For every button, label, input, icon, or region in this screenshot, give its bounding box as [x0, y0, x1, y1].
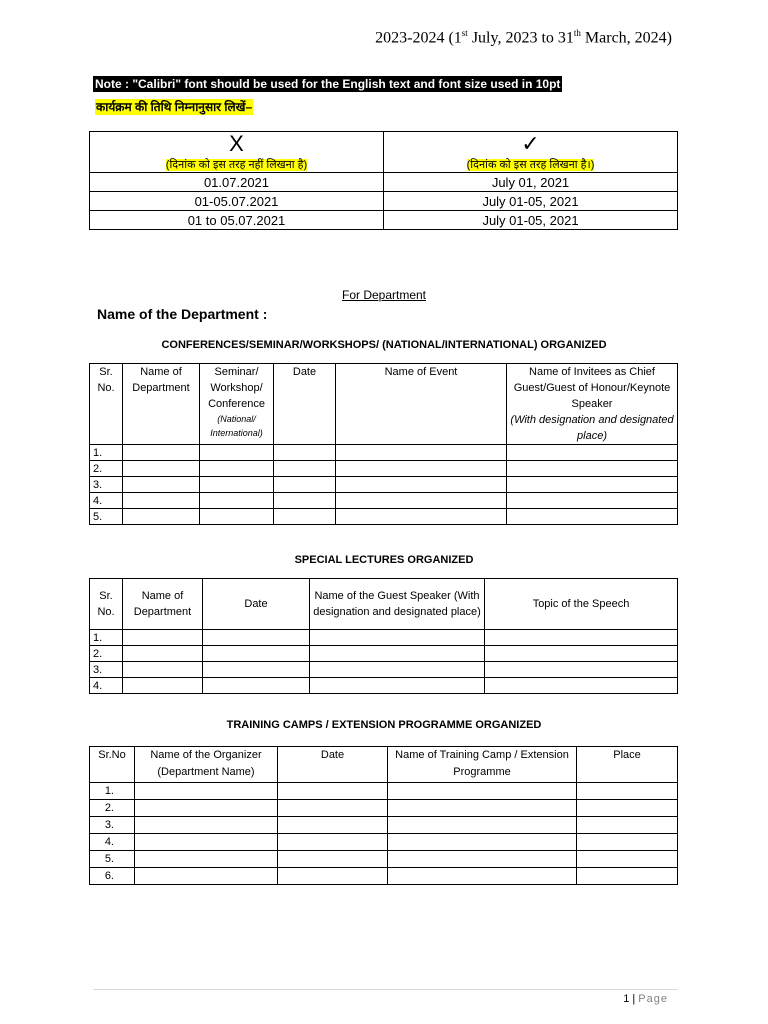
font-note: Note : "Calibri" font should be used for the English text and font size used in 10pt [95, 77, 561, 91]
lectures-title: SPECIAL LECTURES ORGANIZED [294, 554, 474, 566]
cell[interactable] [388, 783, 577, 800]
cell[interactable] [485, 630, 678, 646]
cell[interactable] [123, 461, 200, 477]
cell[interactable] [123, 509, 200, 525]
row-number: 2. [90, 646, 123, 662]
cell[interactable] [388, 817, 577, 834]
col-organizer: Name of the Organizer (Department Name) [135, 747, 278, 783]
table-row [90, 817, 678, 834]
row-number: 1. [90, 783, 135, 800]
table-row [90, 646, 678, 662]
cell[interactable] [310, 630, 485, 646]
cell[interactable] [123, 662, 203, 678]
cell[interactable] [274, 461, 336, 477]
cell[interactable] [203, 678, 310, 694]
cell[interactable] [278, 817, 388, 834]
conferences-title: CONFERENCES/SEMINAR/WORKSHOPS/ (NATIONAL/INTERNATIONAL) ORGANIZED [161, 339, 607, 351]
cell[interactable] [577, 868, 678, 885]
row-number: 6. [90, 868, 135, 885]
check-icon: ✓ [521, 131, 540, 156]
table-row [90, 477, 678, 493]
table-row [90, 493, 678, 509]
cell[interactable] [388, 868, 577, 885]
row-number: 1. [90, 630, 123, 646]
wrong-icon: X [229, 131, 244, 156]
table-row [90, 173, 678, 192]
cell[interactable] [485, 662, 678, 678]
camps-table [89, 746, 678, 885]
cell[interactable] [135, 851, 278, 868]
right-date: July 01, 2021 [384, 173, 678, 192]
cell[interactable] [274, 445, 336, 461]
cell[interactable] [123, 630, 203, 646]
cell[interactable] [507, 445, 678, 461]
row-number: 2. [90, 800, 135, 817]
cell[interactable] [200, 509, 274, 525]
header-text-3: March, 2024) [580, 29, 672, 47]
cell[interactable] [278, 800, 388, 817]
table-row [90, 461, 678, 477]
col-date: Date [278, 747, 388, 783]
for-department-heading: For Department [341, 288, 427, 302]
header-text-1: 2023-2024 (1 [375, 29, 462, 47]
table-row [90, 834, 678, 851]
col-invitees-note: (With designation and designated place) [510, 414, 674, 442]
right-caption: (दिनांक को इस तरह लिखना है।) [466, 159, 595, 171]
cell[interactable] [336, 477, 507, 493]
cell[interactable] [577, 851, 678, 868]
cell[interactable] [200, 493, 274, 509]
cell[interactable] [135, 834, 278, 851]
footer-divider [93, 989, 678, 990]
cell[interactable] [203, 630, 310, 646]
cell[interactable] [203, 646, 310, 662]
cell[interactable] [336, 445, 507, 461]
cell[interactable] [200, 445, 274, 461]
cell[interactable] [577, 834, 678, 851]
cell[interactable] [485, 678, 678, 694]
col-type-label: Seminar/ Workshop/ Conference [208, 366, 265, 410]
col-sr: Sr.No [90, 747, 135, 783]
cell[interactable] [278, 834, 388, 851]
col-date: Date [203, 579, 310, 630]
row-number: 2. [90, 461, 123, 477]
cell[interactable] [507, 493, 678, 509]
table-row [90, 868, 678, 885]
row-number: 1. [90, 445, 123, 461]
cell[interactable] [336, 493, 507, 509]
page-number: 1 [623, 993, 630, 1005]
cell[interactable] [274, 493, 336, 509]
col-date: Date [274, 364, 336, 445]
cell[interactable] [135, 783, 278, 800]
cell[interactable] [135, 800, 278, 817]
cell[interactable] [336, 461, 507, 477]
cell[interactable] [577, 800, 678, 817]
col-speaker: Name of the Guest Speaker (With designation and designated place) [310, 579, 485, 630]
col-camp: Name of Training Camp / Extension Programme [388, 747, 577, 783]
row-number: 5. [90, 851, 135, 868]
col-type-note: (National/ International) [210, 414, 263, 438]
cell[interactable] [274, 509, 336, 525]
cell[interactable] [123, 477, 200, 493]
row-number: 4. [90, 678, 123, 694]
cell[interactable] [507, 477, 678, 493]
right-format-header [384, 132, 678, 173]
department-name-label: Name of the Department : [97, 306, 268, 322]
row-number: 3. [90, 662, 123, 678]
col-place: Place [577, 747, 678, 783]
lectures-table [89, 578, 678, 694]
table-row [90, 662, 678, 678]
cell[interactable] [278, 868, 388, 885]
cell[interactable] [200, 461, 274, 477]
cell[interactable] [123, 646, 203, 662]
page-label: Page [638, 993, 668, 1005]
cell[interactable] [388, 851, 577, 868]
col-department: Name of Department [123, 579, 203, 630]
row-number: 4. [90, 834, 135, 851]
table-row [90, 192, 678, 211]
wrong-date: 01.07.2021 [90, 173, 384, 192]
col-topic: Topic of the Speech [485, 579, 678, 630]
cell[interactable] [485, 646, 678, 662]
cell[interactable] [274, 477, 336, 493]
cell[interactable] [123, 678, 203, 694]
col-sr: Sr. No. [90, 579, 123, 630]
row-number: 3. [90, 477, 123, 493]
col-event: Name of Event [336, 364, 507, 445]
table-row [90, 851, 678, 868]
cell[interactable] [577, 817, 678, 834]
cell[interactable] [310, 678, 485, 694]
cell[interactable] [577, 783, 678, 800]
cell[interactable] [310, 646, 485, 662]
cell[interactable] [388, 834, 577, 851]
table-row [90, 509, 678, 525]
footer-separator: | [629, 993, 639, 1005]
right-date: July 01-05, 2021 [384, 192, 678, 211]
wrong-date: 01 to 05.07.2021 [90, 211, 384, 230]
cell[interactable] [507, 509, 678, 525]
cell[interactable] [135, 817, 278, 834]
row-number: 5. [90, 509, 123, 525]
header-sup-1: st [461, 28, 468, 38]
cell[interactable] [123, 445, 200, 461]
wrong-caption: (दिनांक को इस तरह नहीं लिखना है) [165, 159, 308, 171]
row-number: 3. [90, 817, 135, 834]
col-department: Name of Department [123, 364, 200, 445]
date-format-table [89, 131, 678, 230]
table-row [90, 800, 678, 817]
cell[interactable] [310, 662, 485, 678]
table-row [90, 445, 678, 461]
col-type [200, 364, 274, 445]
cell[interactable] [278, 783, 388, 800]
col-sr: Sr. No. [90, 364, 123, 445]
cell[interactable] [388, 800, 577, 817]
header-text-2: July, 2023 to 31 [467, 29, 574, 47]
conferences-table [89, 363, 678, 525]
table-row [90, 630, 678, 646]
cell[interactable] [278, 851, 388, 868]
cell[interactable] [123, 493, 200, 509]
table-row [90, 783, 678, 800]
cell[interactable] [507, 461, 678, 477]
table-row [90, 678, 678, 694]
cell[interactable] [200, 477, 274, 493]
camps-title: TRAINING CAMPS / EXTENSION PROGRAMME ORGANIZED [226, 719, 542, 731]
cell[interactable] [336, 509, 507, 525]
page-footer [0, 993, 668, 1005]
document-header [0, 28, 672, 47]
col-invitees [507, 364, 678, 445]
row-number: 4. [90, 493, 123, 509]
col-invitees-label: Name of Invitees as Chief Guest/Guest of Honour/Keynote Speaker [513, 366, 671, 410]
wrong-format-header [90, 132, 384, 173]
header-sup-2: th [573, 28, 581, 38]
date-instruction: कार्यक्रम की तिथि निम्नानुसार लिखें– [96, 100, 253, 114]
cell[interactable] [203, 662, 310, 678]
wrong-date: 01-05.07.2021 [90, 192, 384, 211]
right-date: July 01-05, 2021 [384, 211, 678, 230]
cell[interactable] [135, 868, 278, 885]
table-row [90, 211, 678, 230]
